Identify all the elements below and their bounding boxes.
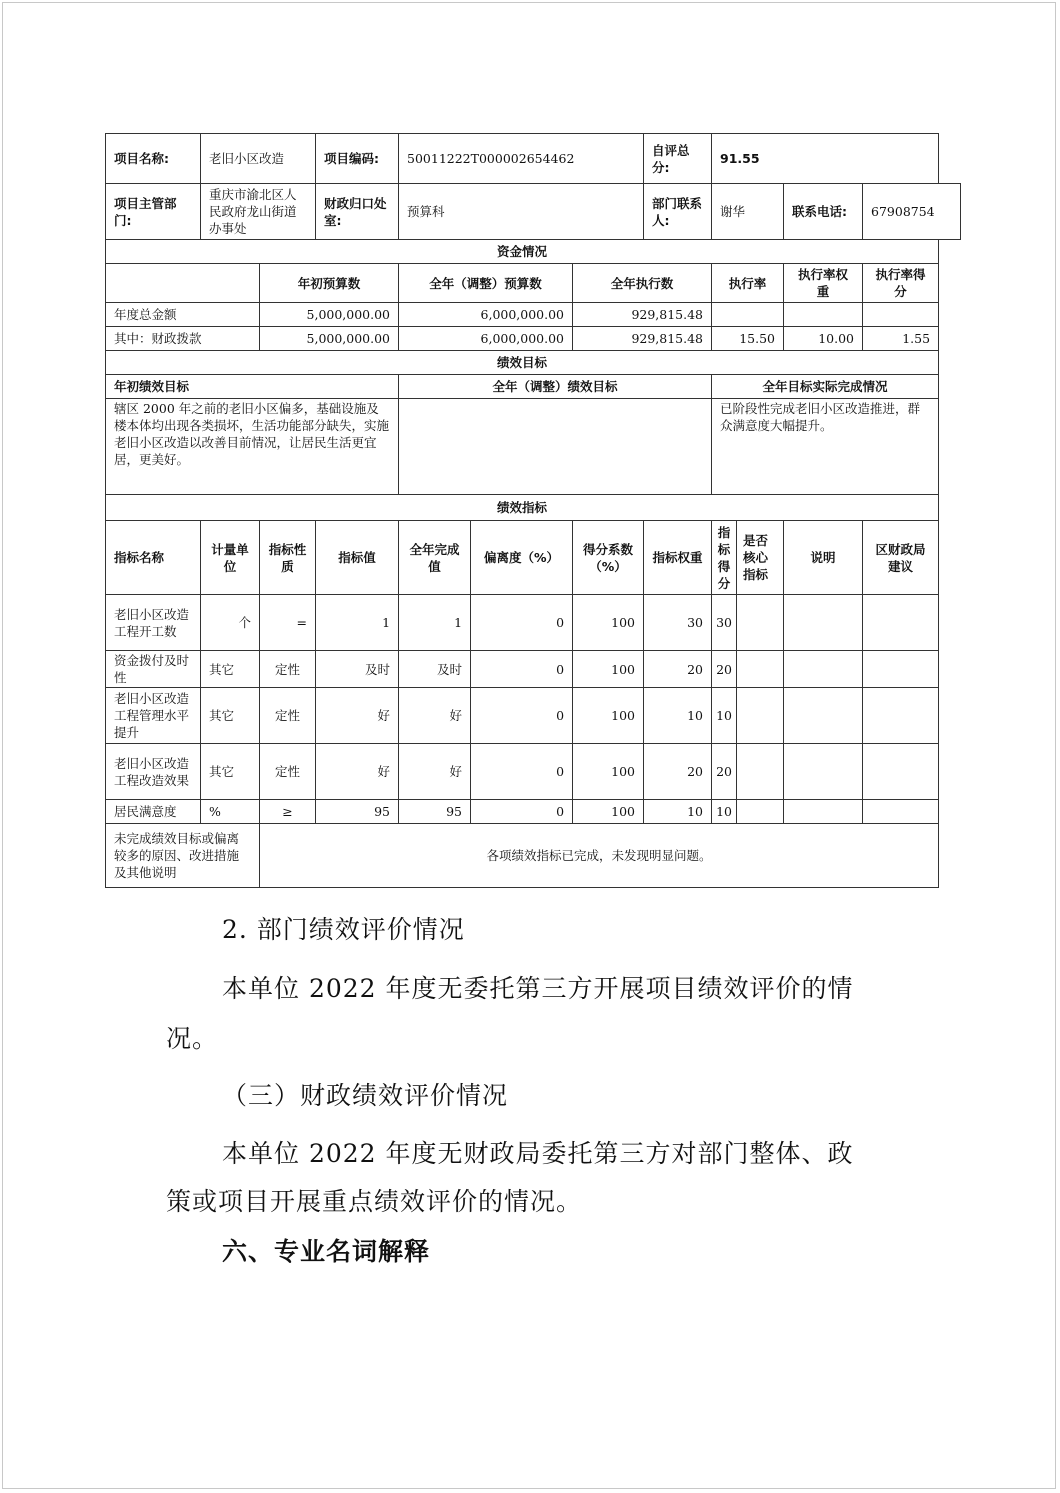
ind-unit: %	[201, 800, 260, 824]
ind-deviation: 0	[471, 595, 573, 651]
ind-header-weight: 指标权重	[644, 521, 712, 595]
ind-nature: ≥	[260, 800, 316, 824]
funds-header-score: 执行率得分	[863, 264, 939, 303]
paragraph-fiscal-line-1: 本单位 2022 年度无财政局委托第三方对部门整体、政	[222, 1139, 854, 1168]
finance-office-label: 财政归口处室:	[316, 184, 399, 240]
ind-coef: 100	[573, 688, 644, 744]
ind-name: 老旧小区改造工程管理水平提升	[106, 688, 201, 744]
ind-header-score: 指标得分	[712, 521, 737, 595]
ind-advice	[863, 651, 939, 688]
ind-header-coef: 得分系数（%）	[573, 521, 644, 595]
ind-coef: 100	[573, 800, 644, 824]
goals-actual-text: 已阶段性完成老旧小区改造推进，群众满意度大幅提升。	[712, 399, 939, 495]
ind-advice	[863, 744, 939, 800]
funds-header-executed: 全年执行数	[573, 264, 712, 303]
ind-weight: 30	[644, 595, 712, 651]
funds-row-executed: 929,815.48	[573, 303, 712, 327]
funds-section-title: 资金情况	[106, 240, 939, 264]
ind-name: 资金拨付及时性	[106, 651, 201, 688]
funds-row-initial: 5,000,000.00	[260, 303, 399, 327]
contact-value: 谢华	[712, 184, 784, 240]
ind-deviation: 0	[471, 800, 573, 824]
ind-weight: 20	[644, 744, 712, 800]
funds-row-adjusted: 6,000,000.00	[399, 327, 573, 351]
phone-label: 联系电话:	[784, 184, 863, 240]
project-name-label: 项目名称:	[106, 134, 201, 184]
funds-row-score	[863, 303, 939, 327]
ind-target: 1	[316, 595, 399, 651]
ind-coef: 100	[573, 651, 644, 688]
ind-target: 好	[316, 744, 399, 800]
phone-value: 67908754	[863, 184, 961, 240]
dept-value: 重庆市渝北区人民政府龙山街道办事处	[201, 184, 316, 240]
ind-header-note: 说明	[784, 521, 863, 595]
ind-core	[737, 595, 784, 651]
ind-weight: 20	[644, 651, 712, 688]
goals-header-initial: 年初绩效目标	[106, 375, 399, 399]
heading-glossary: 六、专业名词解释	[222, 1237, 431, 1266]
ind-note	[784, 744, 863, 800]
ind-actual: 好	[399, 688, 471, 744]
ind-core	[737, 651, 784, 688]
ind-advice	[863, 688, 939, 744]
funds-row-total	[106, 303, 961, 327]
ind-note	[784, 651, 863, 688]
ind-name: 居民满意度	[106, 800, 201, 824]
indicator-row	[106, 800, 961, 824]
indicator-row	[106, 688, 961, 744]
ind-unit: 其它	[201, 744, 260, 800]
goals-adjusted-text	[399, 399, 712, 495]
funds-row-weight: 10.00	[784, 327, 863, 351]
ind-actual: 好	[399, 744, 471, 800]
funds-row-rate: 15.50	[712, 327, 784, 351]
funds-header-weight: 执行率权重	[784, 264, 863, 303]
ind-weight: 10	[644, 688, 712, 744]
funds-header-rate: 执行率	[712, 264, 784, 303]
funds-row-fiscal	[106, 327, 961, 351]
ind-header-unit: 计量单位	[201, 521, 260, 595]
heading-fiscal-evaluation: （三）财政绩效评价情况	[222, 1081, 509, 1110]
ind-deviation: 0	[471, 688, 573, 744]
project-code-label: 项目编码:	[316, 134, 399, 184]
finance-office-value: 预算科	[399, 184, 644, 240]
ind-core	[737, 744, 784, 800]
ind-core	[737, 800, 784, 824]
paragraph-fiscal-line-2: 策或项目开展重点绩效评价的情况。	[166, 1187, 583, 1216]
indicators-footer-value: 各项绩效指标已完成，未发现明显问题。	[260, 824, 939, 888]
funds-row-label: 其中：财政拨款	[106, 327, 260, 351]
ind-nature: 定性	[260, 688, 316, 744]
ind-nature: =	[260, 595, 316, 651]
funds-row-score: 1.55	[863, 327, 939, 351]
ind-core	[737, 688, 784, 744]
self-score-value: 91.55	[712, 134, 939, 184]
ind-header-actual: 全年完成值	[399, 521, 471, 595]
indicator-row	[106, 651, 961, 688]
ind-score: 10	[712, 688, 737, 744]
ind-score: 30	[712, 595, 737, 651]
ind-coef: 100	[573, 595, 644, 651]
ind-target: 95	[316, 800, 399, 824]
ind-weight: 10	[644, 800, 712, 824]
ind-nature: 定性	[260, 744, 316, 800]
ind-header-name: 指标名称	[106, 521, 201, 595]
funds-row-label: 年度总金额	[106, 303, 260, 327]
ind-advice	[863, 800, 939, 824]
ind-unit: 其它	[201, 688, 260, 744]
ind-advice	[863, 595, 939, 651]
funds-header-initial: 年初预算数	[260, 264, 399, 303]
ind-header-nature: 指标性质	[260, 521, 316, 595]
ind-score: 10	[712, 800, 737, 824]
funds-row-initial: 5,000,000.00	[260, 327, 399, 351]
project-code-value: 50011222T000002654462	[399, 134, 644, 184]
ind-header-core: 是否核心指标	[737, 521, 784, 595]
indicators-footer-label: 未完成绩效目标或偏离较多的原因、改进措施及其他说明	[106, 824, 260, 888]
self-score-label: 自评总分:	[644, 134, 712, 184]
ind-coef: 100	[573, 744, 644, 800]
ind-deviation: 0	[471, 744, 573, 800]
ind-actual: 95	[399, 800, 471, 824]
ind-header-advice: 区财政局建议	[863, 521, 939, 595]
ind-unit: 其它	[201, 651, 260, 688]
ind-note	[784, 688, 863, 744]
ind-deviation: 0	[471, 651, 573, 688]
ind-note	[784, 595, 863, 651]
indicators-section-title: 绩效指标	[106, 495, 939, 521]
indicator-row	[106, 595, 961, 651]
funds-row-rate	[712, 303, 784, 327]
ind-score: 20	[712, 744, 737, 800]
contact-label: 部门联系人:	[644, 184, 712, 240]
project-name-value: 老旧小区改造	[201, 134, 316, 184]
funds-row-weight	[784, 303, 863, 327]
indicator-row	[106, 744, 961, 800]
funds-row-executed: 929,815.48	[573, 327, 712, 351]
goals-initial-text: 辖区 2000 年之前的老旧小区偏多，基础设施及楼本体均出现各类损坏，生活功能部分缺失，实施老旧小区改造以改善目前情况，让居民生活更宜居，更美好。	[106, 399, 399, 495]
ind-nature: 定性	[260, 651, 316, 688]
funds-row-adjusted: 6,000,000.00	[399, 303, 573, 327]
ind-name: 老旧小区改造工程改造效果	[106, 744, 201, 800]
funds-header-blank	[106, 264, 260, 303]
ind-note	[784, 800, 863, 824]
heading-dept-evaluation: 2. 部门绩效评价情况	[222, 915, 465, 944]
ind-name: 老旧小区改造工程开工数	[106, 595, 201, 651]
goals-header-actual: 全年目标实际完成情况	[712, 375, 939, 399]
paragraph-dept-line-1: 本单位 2022 年度无委托第三方开展项目绩效评价的情	[222, 974, 854, 1003]
ind-actual: 及时	[399, 651, 471, 688]
goals-section-title: 绩效目标	[106, 351, 939, 375]
paragraph-dept-line-2: 况。	[166, 1024, 219, 1053]
ind-score: 20	[712, 651, 737, 688]
goals-header-adjusted: 全年（调整）绩效目标	[399, 375, 712, 399]
ind-header-target: 指标值	[316, 521, 399, 595]
ind-header-deviation: 偏离度（%）	[471, 521, 573, 595]
dept-label: 项目主管部门:	[106, 184, 201, 240]
ind-unit: 个	[201, 595, 260, 651]
ind-actual: 1	[399, 595, 471, 651]
performance-table	[105, 133, 961, 888]
ind-target: 好	[316, 688, 399, 744]
funds-header-adjusted: 全年（调整）预算数	[399, 264, 573, 303]
ind-target: 及时	[316, 651, 399, 688]
